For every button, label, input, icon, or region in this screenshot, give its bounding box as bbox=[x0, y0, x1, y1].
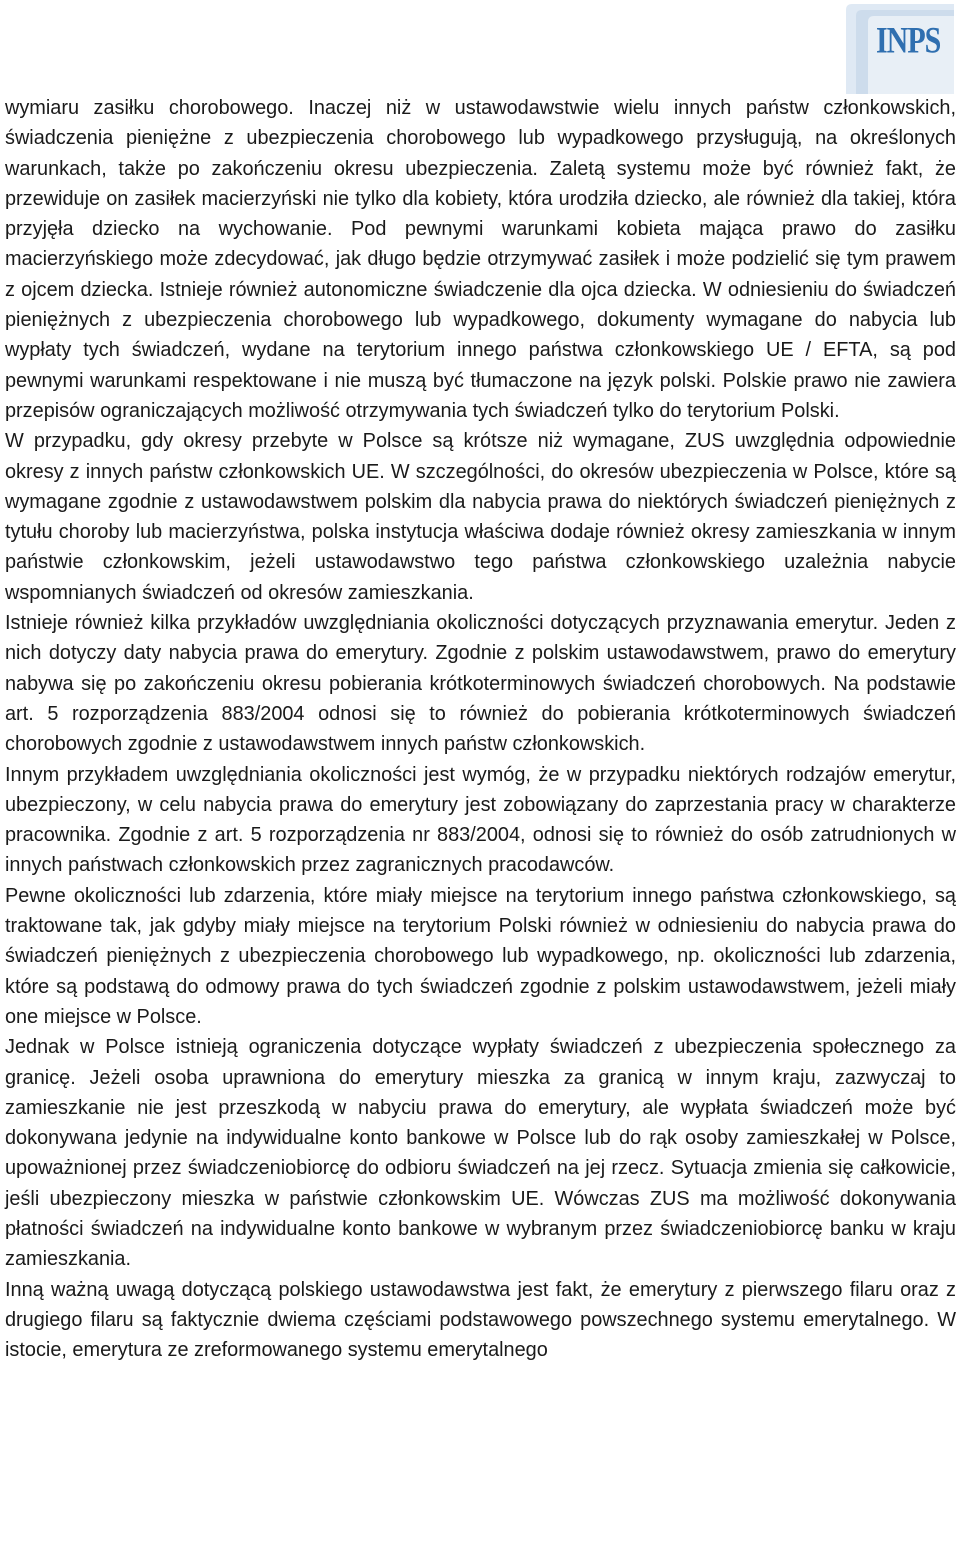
inps-logo bbox=[842, 2, 954, 94]
paragraph: Pewne okoliczności lub zdarzenia, które miały miejsce na terytorium innego państwa członkowskiego, są traktowane tak, jak gdyby miały miejsce na terytorium Polski również w odniesieniu do nabycia prawa do świadczeń pieniężnych z ubezpieczenia chorobowego lub wypadkowego, np. okoliczności lub zdarzenia, które są podstawą do odmowy prawa do tych świadczeń zgodnie z polskim ustawodawstwem, jeżeli miały one miejsce w Polsce. bbox=[5, 884, 956, 1028]
paragraph: W przypadku, gdy okresy przebyte w Polsce są krótsze niż wymagane, ZUS uwzględnia odpowiednie okresy z innych państw członkowskich UE. W szczególności, do okresów ubezpieczenia w Polsce, które są wymagane zgodnie z ustawodawstwem polskim dla nabycia prawa do niektórych świadczeń pieniężnych z tytułu choroby lub macierzyństwa, polska instytucja właściwa dodaje również okresy zamieszkania w innym państwie członkowskim, jeżeli ustawodawstwo tego państwa członkowskiego uzależnia nabycie wspomnianych świadczeń od okresów zamieszkania. bbox=[5, 430, 956, 604]
logo-wordmark: INPS bbox=[876, 19, 941, 61]
paragraph: Inną ważną uwagą dotyczącą polskiego ustawodawstwa jest fakt, że emerytury z pierwszego filaru oraz z drugiego filaru są faktycznie dwiema częściami podstawowego powszechnego systemu emerytalnego. W istocie, emerytura ze zreformowanego systemu emerytalnego bbox=[5, 1278, 956, 1362]
paragraph: wymiaru zasiłku chorobowego. Inaczej niż w ustawodawstwie wielu innych państw członkowskich, świadczenia pieniężne z ubezpieczenia chorobowego lub wypadkowego przysługują, na określonych warunkach, także po zakończeniu okresu ubezpieczenia. Zaletą systemu może być również fakt, że przewiduje on zasiłek macierzyński nie tylko dla kobiety, która urodziła dziecko, ale również dla takiej, która przyjęła dziecko na wychowanie. Pod pewnymi warunkami kobieta mająca prawo do zasiłku macierzyńskiego może zdecydować, jak długo będzie otrzymywać zasiłek i może podzielić się tym prawem z ojcem dziecka. Istnieje również autonomiczne świadczenie dla ojca dziecka. W odniesieniu do świadczeń pieniężnych z ubezpieczenia chorobowego lub wypadkowego, dokumenty wymagane do nabycia lub wypłaty tych świadczeń, wydane na terytorium innego państwa członkowskiego UE / EFTA, są pod pewnymi warunkami respektowane i nie muszą być tłumaczone na język polski. Polskie prawo nie zawiera przepisów ograniczających możliwość otrzymywania tych świadczeń tylko do terytorium Polski. bbox=[5, 97, 956, 422]
paragraph: Innym przykładem uwzględniania okoliczności jest wymóg, że w przypadku niektórych rodzajów emerytur, ubezpieczony, w celu nabycia prawa do emerytury jest zobowiązany do zaprzestania pracy w charakterze pracownika. Zgodnie z art. 5 rozporządzenia nr 883/2004, odnosi się to również do osób zatrudnionych w innych państwach członkowskich przez zagranicznych pracodawców. bbox=[5, 763, 956, 877]
document-body bbox=[5, 93, 956, 1365]
paragraph: Istnieje również kilka przykładów uwzględniania okoliczności dotyczących przyznawania emerytur. Jeden z nich dotyczy daty nabycia prawa do emerytury. Zgodnie z polskim ustawodawstwem, prawo do emerytury nabywa się po zakończeniu okresu pobierania krótkoterminowych świadczeń chorobowych. Na podstawie art. 5 rozporządzenia 883/2004 odnosi się to również do pobierania krótkoterminowych świadczeń chorobowych zgodnie z ustawodawstwem innych państw członkowskich. bbox=[5, 612, 956, 756]
paragraph: Jednak w Polsce istnieją ograniczenia dotyczące wypłaty świadczeń z ubezpieczenia społecznego za granicę. Jeżeli osoba uprawniona do emerytury mieszka za granicą w innym kraju, zazwyczaj to zamieszkanie nie jest przeszkodą w nabyciu prawa do emerytury, ale wypłata świadczeń może być dokonywana jedynie na indywidualne konto bankowe w Polsce lub do rąk osoby zamieszkałej w Polsce, upoważnionej przez świadczeniobiorcę do odbioru świadczeń na jej rzecz. Sytuacja zmienia się całkowicie, jeśli ubezpieczony mieszka w państwie członkowskim UE. Wówczas ZUS ma możliwość dokonywania płatności świadczeń na indywidualne konto bankowe w wybranym przez świadczeniobiorcę banku w kraju zamieszkania. bbox=[5, 1036, 956, 1271]
